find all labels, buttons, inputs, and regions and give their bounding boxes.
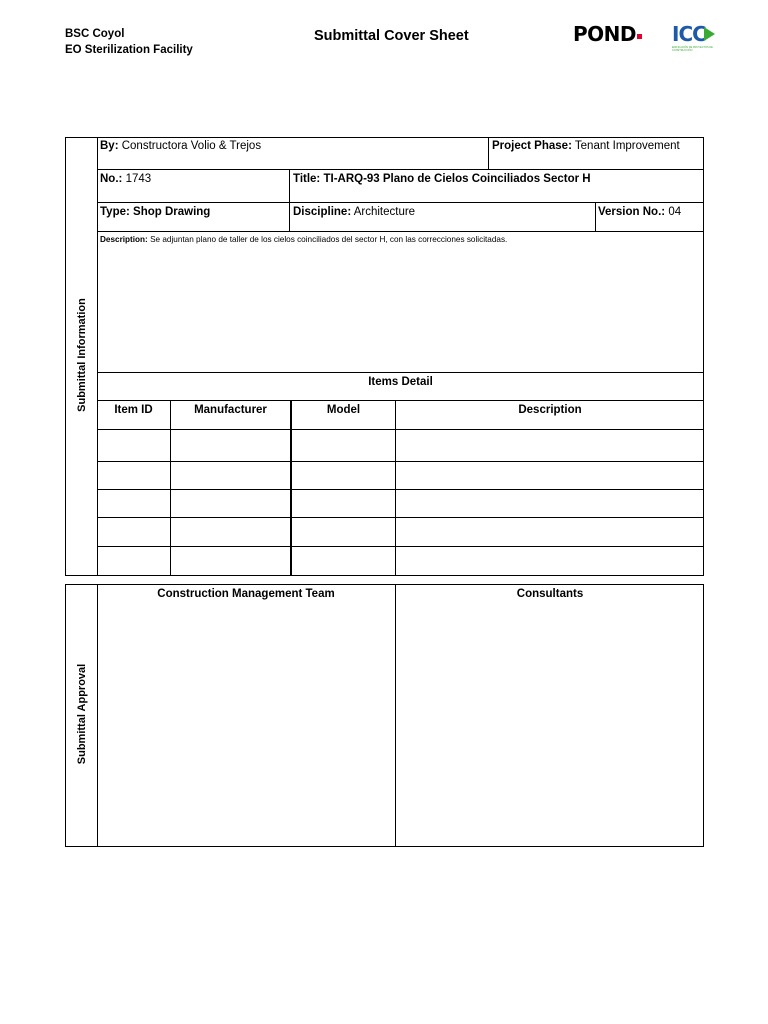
row-line [97,461,704,462]
row-line [97,169,704,170]
column-header-item-id: Item ID [114,404,153,416]
consultants-heading: Consultants [516,588,584,600]
column-header-description: Description [518,404,582,416]
pond-logo [573,22,642,46]
col-line [395,400,396,576]
icc-logo [672,22,715,52]
facility-name: EO Sterilization Facility [65,44,193,56]
version-label: Version No.: [598,206,666,218]
title-label: Title: [293,173,321,185]
col-line [289,169,290,231]
cm-team-heading: Construction Management Team [157,588,335,600]
column-header-model: Model [326,404,361,416]
page-title: Submittal Cover Sheet [314,28,469,44]
by-label: By: [100,140,119,152]
number-value: 1743 [125,173,152,185]
discipline-field [293,205,415,219]
row-line [97,429,704,430]
row-line [97,400,704,401]
items-detail-title: Items Detail [368,376,433,388]
description-field [100,233,507,247]
version-field [598,205,681,219]
submittal-approval-label: Submittal Approval [76,663,88,765]
description-value: Se adjuntan plano de taller de los cielos coinciliados del sector H, con las correcciones solicitadas. [150,235,508,244]
title-value: TI-ARQ-93 Plano de Cielos Coinciliados Sector H [323,173,591,185]
number-field [100,172,151,186]
number-label: No.: [100,173,123,185]
pond-logo-dot [637,34,642,39]
col-line [488,137,489,169]
org-info [65,26,193,58]
col-line [595,202,596,231]
project-phase-field [492,139,680,153]
submittal-approval-box [65,584,704,847]
row-line [97,231,704,232]
row-line [97,489,704,490]
col-line [395,584,396,847]
version-value: 04 [668,206,682,218]
row-line [97,517,704,518]
project-phase-value: Tenant Improvement [574,140,680,152]
side-divider [97,584,98,847]
icc-logo-arrow [704,27,715,41]
discipline-label: Discipline: [293,206,352,218]
by-value: Constructora Volio & Trejos [121,140,262,152]
icc-logo-subtext: EDIFICACIÓN DE PROYECTOS DE CONSTRUCCIÓN [672,46,713,52]
description-label: Description: [100,235,148,244]
title-field [293,172,591,186]
type-value: Shop Drawing [133,206,211,218]
org-name: BSC Coyol [65,28,125,40]
row-line [97,546,704,547]
by-field [100,139,261,153]
col-line [290,400,292,576]
submittal-info-label: Submittal Information [76,298,88,412]
row-line [97,372,704,373]
column-header-manufacturer: Manufacturer [194,404,267,416]
col-line [170,400,171,576]
project-phase-label: Project Phase: [492,140,572,152]
type-field [100,205,210,219]
type-label: Type: [100,206,130,218]
row-line [97,202,704,203]
pond-logo-text: POND [573,22,636,46]
icc-logo-text: ICC [672,22,706,46]
discipline-value: Architecture [353,206,416,218]
